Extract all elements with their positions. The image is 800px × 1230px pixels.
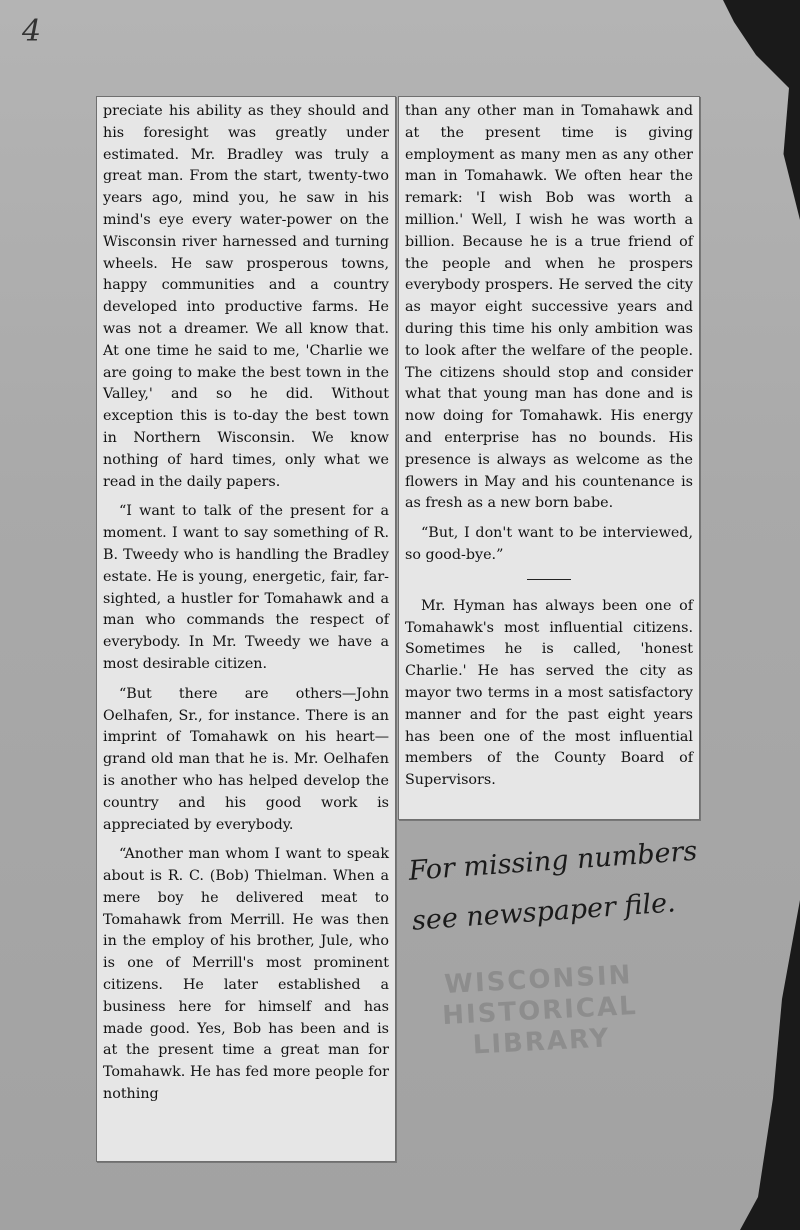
clipping-right-column	[398, 96, 700, 820]
torn-corner-top-right	[690, 0, 800, 220]
stamp-line-3: LIBRARY	[472, 1023, 612, 1061]
handwritten-line-2: see newspaper file.	[411, 887, 677, 937]
library-stamp	[428, 959, 653, 1063]
left-column-text	[103, 101, 389, 1114]
left-paragraph-4: “Another man whom I want to speak about is R. C. (Bob) Thielman. When a mere boy he delivered meat to Tomahawk from Merrill. He was then in the employ of his brother, Jule, who is one of Merrill's most prominent citizens. He later established a business here for himself and has made good. Yes, Bob has been and is at the present time a great man for Tomahawk. He has fed more people for nothing	[103, 846, 389, 1103]
left-paragraph-1: preciate his ability as they should and his foresight was greatly under estimated. Mr. Bradley was truly a great man. From the start, twenty-two years ago, mind you, he saw in his mind's eye every water-power on the Wisconsin river harnessed and turning wheels. He saw prosperous towns, happy communities and a country developed into productive farms. He was not a dreamer. We all know that. At one time he said to me, 'Charlie we are going to make the best town in the Valley,' and so he did. Without exception this is to-day the best town in Northern Wisconsin. We know nothing of hard times, only what we read in the daily papers.	[103, 103, 389, 490]
right-paragraph-2: “But, I don't want to be interviewed, so good-bye.”	[405, 525, 693, 563]
page-number: 4	[22, 14, 42, 49]
closing-paragraph: Mr. Hyman has always been one of Tomahawk's most influential citizens. Sometimes he is called, 'honest Charlie.' He has served the city as mayor two terms in a most satisfactory manner and for the past eight years has been one of the most influential members of the County Board of Supervisors.	[405, 597, 693, 789]
right-paragraph-1: than any other man in Tomahawk and at the present time is giving employment as many men as any other man in Tomahawk. We often hear the remark: 'I wish Bob was worth a million.' Well, I wish he was worth a billion. Because he is a true friend of the people and when he prospers everybody prospers. He served the city as mayor eight successive years and during this time his only ambition was to look after the welfare of the people. The citizens should stop and consider what that young man has done and is now doing for Tomahawk. His energy and enterprise has no bounds. His presence is always as welcome as the flowers in May and his countenance is as fresh as a new born babe.	[405, 103, 693, 512]
left-paragraph-2: “I want to talk of the present for a moment. I want to say something of R. B. Tweedy who is handling the Bradley estate. He is young, energetic, fair, far-sighted, a hustler for Tomahawk and a man who commands the respect of everybody. In Mr. Tweedy we have a most desirable citizen.	[103, 503, 389, 672]
left-paragraph-3: “But there are others—John Oelhafen, Sr., for instance. There is an imprint of Tomahawk on his heart—grand old man that he is. Mr. Oelhafen is another who has helped develop the country and his good work is appreciated by everybody.	[103, 685, 389, 833]
section-divider	[527, 579, 571, 580]
stamp-line-2: HISTORICAL	[441, 990, 639, 1032]
handwritten-note	[407, 825, 723, 946]
clipping-left-column	[96, 96, 396, 1162]
handwritten-line-1: For missing numbers	[407, 835, 699, 887]
torn-edge-bottom-right	[740, 900, 800, 1230]
stamp-line-1: WISCONSIN	[443, 960, 634, 1000]
right-column-text	[405, 101, 693, 800]
